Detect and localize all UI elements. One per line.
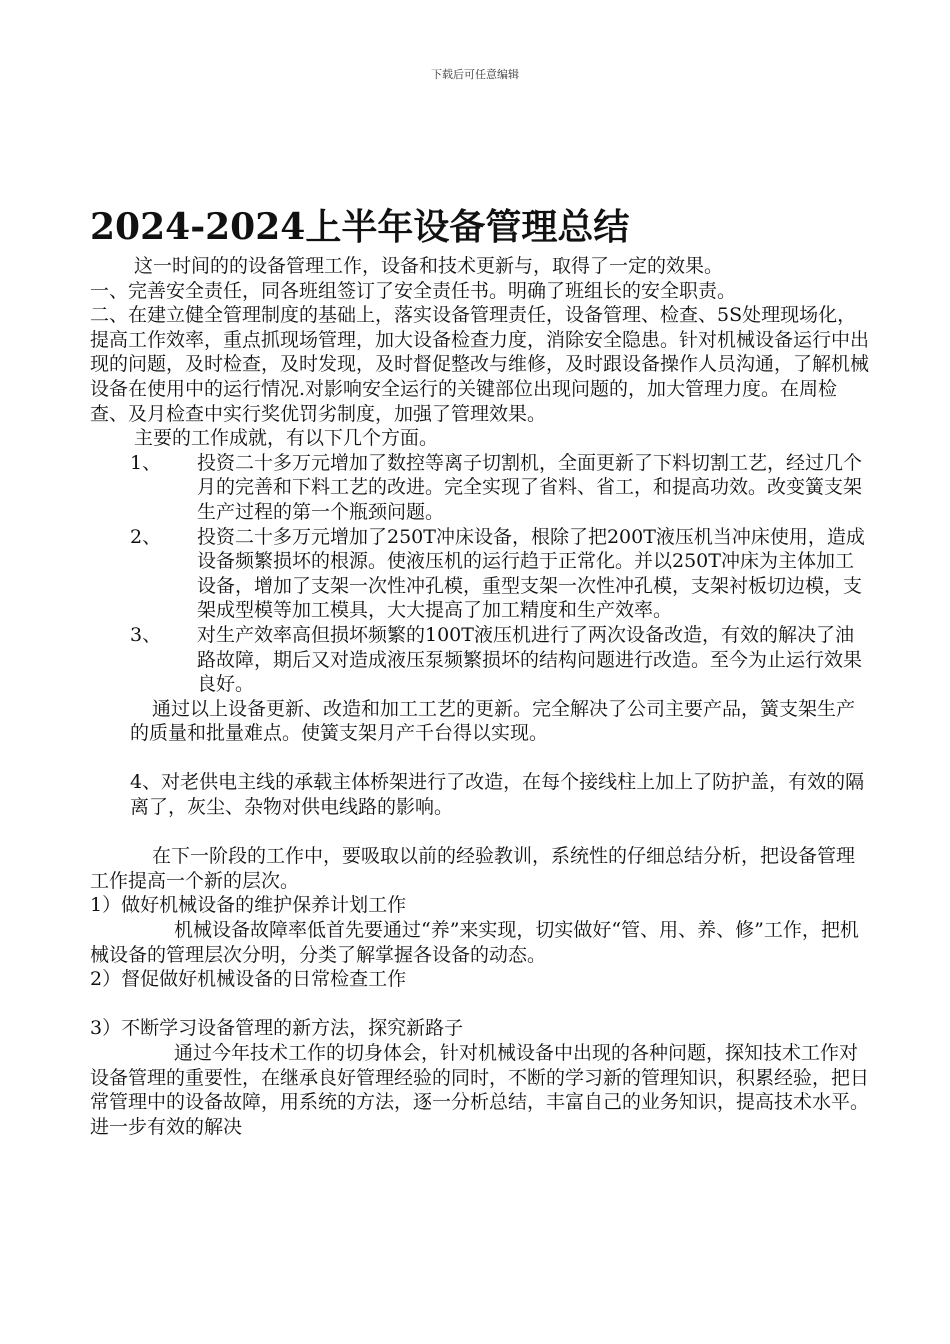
- achievement-item-3: [90, 623, 870, 697]
- item-number: 3、: [130, 623, 162, 646]
- blank-line: [90, 746, 870, 771]
- items-summary-paragraph: 通过以上设备更新、改造和加工工艺的更新。完全解决了公司主要产品，簧支架生产的质量和批量难点。使簧支架月产千台得以实现。: [130, 697, 856, 745]
- section-1-paragraph: 一、完善安全责任，同各班组签订了安全责任书。明确了班组长的安全职责。: [90, 279, 737, 302]
- achievement-item-2: [90, 525, 870, 623]
- plan-2-title: 2）督促做好机械设备的日常检查工作: [90, 968, 407, 991]
- item-4-paragraph: 4、对老供电主线的承载主体桥架进行了改造，在每个接线柱上加上了防护盖，有效的隔离了，灰尘、杂物对供电线路的影响。: [130, 771, 865, 819]
- plan-3-title: 3）不断学习设备管理的新方法，探究新路子: [90, 1017, 464, 1040]
- section-2-paragraph: 二、在建立健全管理制度的基础上，落实设备管理责任，设备管理、检查、5S处理现场化，提高工作效率，重点抓现场管理，加大设备检查力度，消除安全隐患。针对机械设备运行中出现的问题，及时检查，及时发现，及时督促整改与维修，及时跟设备操作人员沟通，了解机械设备在使用中的运行情况.对影响安全运行的关键部位出现问题的，加大管理力度。在周检查、及月检查中实行奖优罚劣制度，加强了管理效果。: [90, 304, 870, 425]
- intro-paragraph: 这一时间的的设备管理工作，设备和技术更新与，取得了一定的效果。: [134, 255, 724, 277]
- item-text: 对生产效率高但损坏频繁的100T液压机进行了两次设备改造，有效的解决了油路故障，期后又对造成液压泵频繁损坏的结构问题进行改造。至今为止运行效果良好。: [197, 623, 863, 696]
- achievement-item-1: [90, 451, 870, 525]
- plan-1-body: 机械设备故障率低首先要通过“养”来实现，切实做好“管、用、养、修”工作，把机械设备的管理层次分明，分类了解掌握各设备的动态。: [90, 919, 859, 966]
- item-number: 1、: [130, 451, 162, 474]
- blank-line: [90, 820, 870, 845]
- plan-1-title: 1）做好机械设备的维护保养计划工作: [90, 894, 407, 917]
- item-text: 投资二十多万元增加了数控等离子切割机，全面更新了下料切割工艺，经过几个月的完善和下料工艺的改进。完全实现了省料、省工，和提高功效。改变簧支架生产过程的第一个瓶颈问题。: [197, 451, 863, 523]
- next-stage-paragraph: 在下一阶段的工作中，要吸取以前的经验教训，系统性的仔细总结分析，把设备管理工作提高一个新的层次。: [90, 845, 856, 892]
- item-number: 2、: [130, 525, 162, 548]
- document-title: 2024-2024上半年设备管理总结: [90, 206, 630, 248]
- plan-3-body: 通过今年技术工作的切身体会，针对机械设备中出现的各种问题，探知技术工作对设备管理的重要性，在继承良好管理经验的同时，不断的学习新的管理知识，积累经验，把日常管理中的设备故障，用系统的方法，逐一分析总结，丰富自己的业务知识，提高技术水平。进一步有效的解决: [90, 1042, 870, 1138]
- page-header-note: 下载后可任意编辑: [431, 68, 519, 81]
- achievements-intro: 主要的工作成就，有以下几个方面。: [134, 427, 439, 450]
- item-text: 投资二十多万元增加了250T冲床设备，根除了把200T液压机当冲床使用，造成设备频繁损坏的根源。使液压机的运行趋于正常化。并以250T冲床为主体加工设备，增加了支架一次性冲孔模，重型支架一次性冲孔模，支架衬板切边模，支架成型模等加工模具，大大提高了加工精度和生产效率。: [197, 525, 865, 622]
- blank-line: [90, 992, 870, 1017]
- document-body: [90, 254, 870, 1139]
